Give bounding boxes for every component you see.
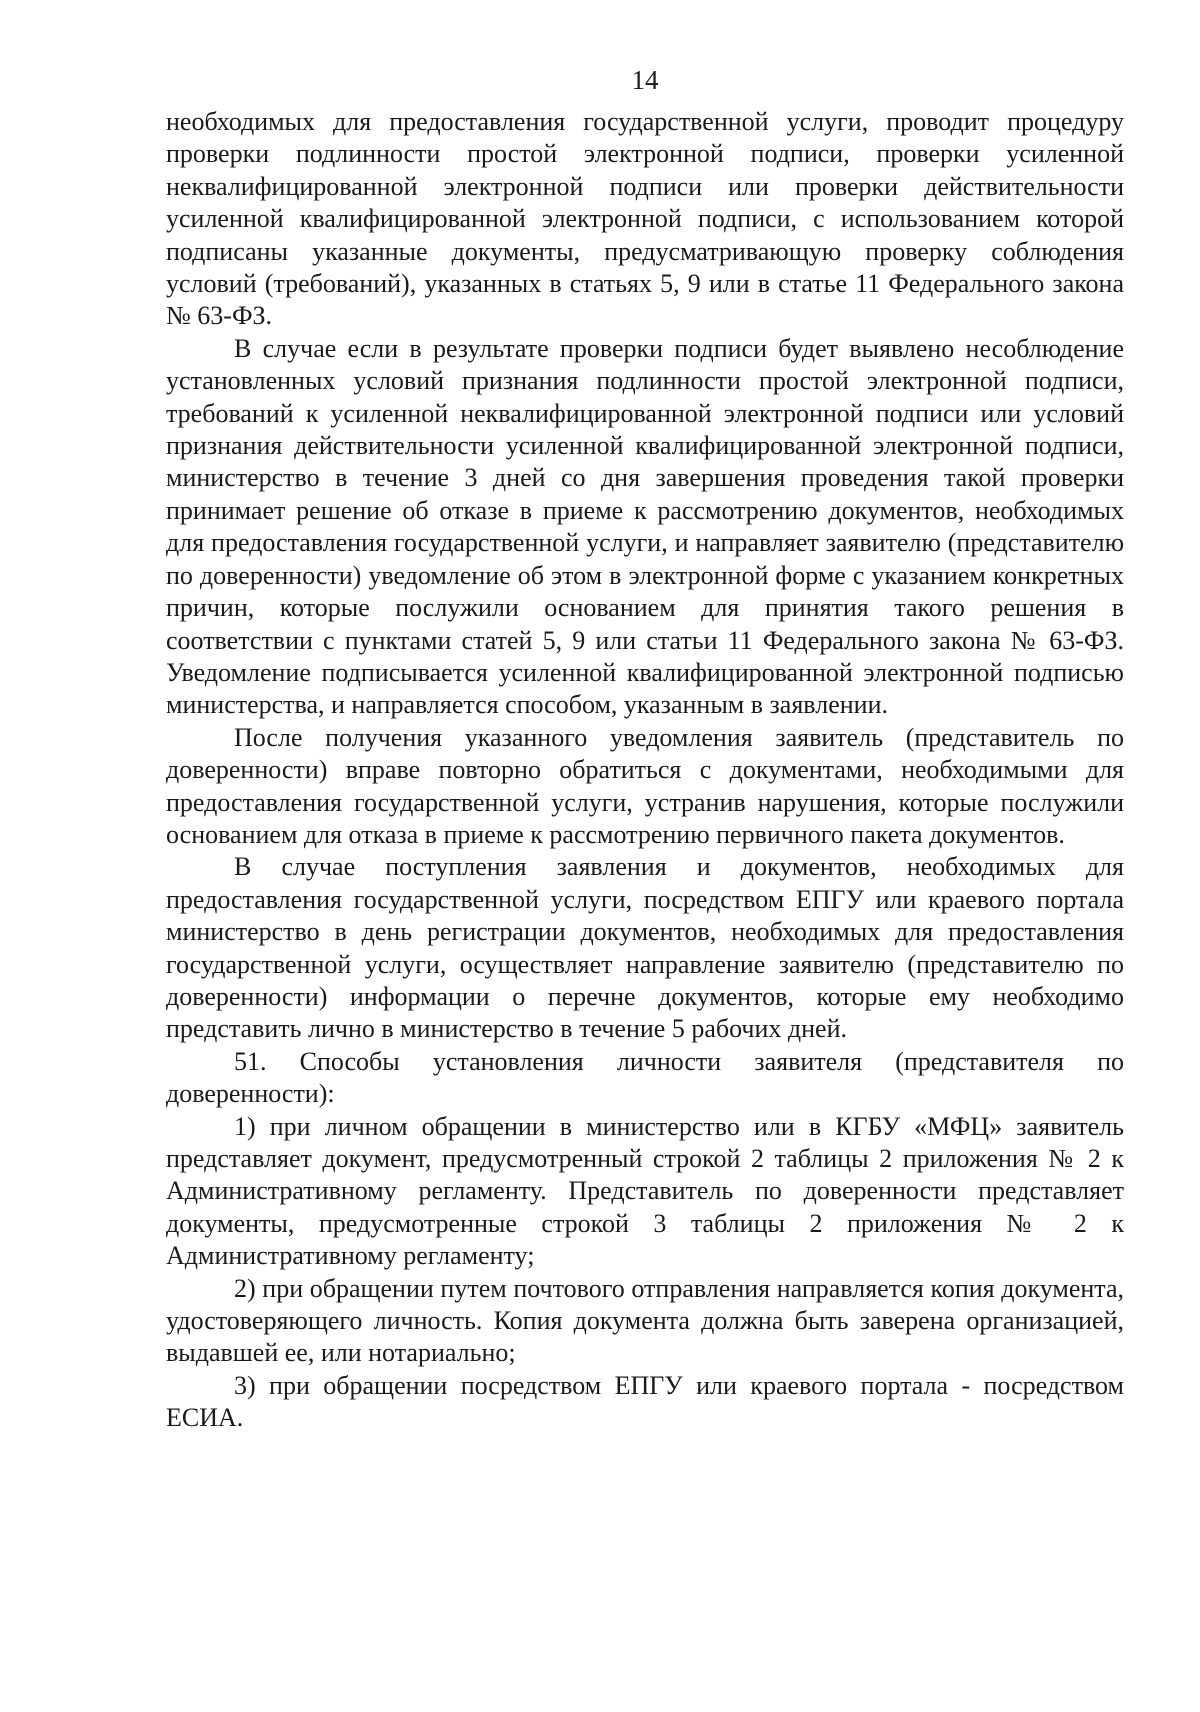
document-body xyxy=(166,106,1124,1435)
paragraph-continuation: необходимых для предоставления государственной услуги, проводит процедуру проверки подлинности простой электронной подписи, проверки усиленной неквалифицированной электронной подписи или проверки действительности усиленной квалифицированной электронной подписи, с использованием которой подписаны указанные документы, предусматривающую проверку соблюдения условий (требований), указанных в статьях 5, 9 или в статье 11 Федерального закона № 63-ФЗ. xyxy=(166,107,1124,331)
paragraph-epgu-submission: В случае поступления заявления и документов, необходимых для предоставления государственной услуги, посредством ЕПГУ или краевого портала министерство в день регистрации документов, необходимых для предоставления государственной услуги, осуществляет направление заявителю (представителю по доверенности) информации о перечне документов, которые ему необходимо представить лично в министерство в течение 5 рабочих дней. xyxy=(166,852,1124,1044)
list-item-3: 3) при обращении посредством ЕПГУ или краевого портала - посредством ЕСИА. xyxy=(166,1370,1124,1433)
list-item-2: 2) при обращении путем почтового отправления направляется копия документа, удостоверяющего личность. Копия документа должна быть заверена организацией, выдавшей ее, или нотариально; xyxy=(166,1273,1124,1368)
paragraph-repeat-application: После получения указанного уведомления заявитель (представитель по доверенности) вправе повторно обратиться с документами, необходимыми для предоставления государственной услуги, устранив нарушения, которые послужили основанием для отказа в приеме к рассмотрению первичного пакета документов. xyxy=(166,722,1124,849)
list-item-1: 1) при личном обращении в министерство или в КГБУ «МФЦ» заявитель представляет документ, предусмотренный строкой 2 таблицы 2 приложения № 2 к Административному регламенту. Представитель по доверенности представляет документы, предусмотренные строкой 3 таблицы 2 приложения № 2 к Административному регламенту; xyxy=(166,1111,1124,1271)
paragraph-signature-check-failure: В случае если в результате проверки подписи будет выявлено несоблюдение установленных условий признания подлинности простой электронной подписи, требований к усиленной неквалифицированной электронной подписи или условий признания действительности усиленной квалифицированной электронной подписи, министерство в течение 3 дней со дня завершения проведения такой проверки принимает решение об отказе в приеме к рассмотрению документов, необходимых для предоставления государственной услуги, и направляет заявителю (представителю по доверенности) уведомление об этом в электронной форме с указанием конкретных причин, которые послужили основанием для принятия такого решения в соответствии с пунктами статей 5, 9 или статьи 11 Федерального закона № 63-ФЗ. Уведомление подписывается усиленной квалифицированной электронной подписью министерства, и направляется способом, указанным в заявлении. xyxy=(166,333,1124,720)
page-number: 14 xyxy=(631,65,659,95)
paragraph-item-51-heading: 51. Способы установления личности заявителя (представителя по доверенности): xyxy=(166,1046,1124,1109)
